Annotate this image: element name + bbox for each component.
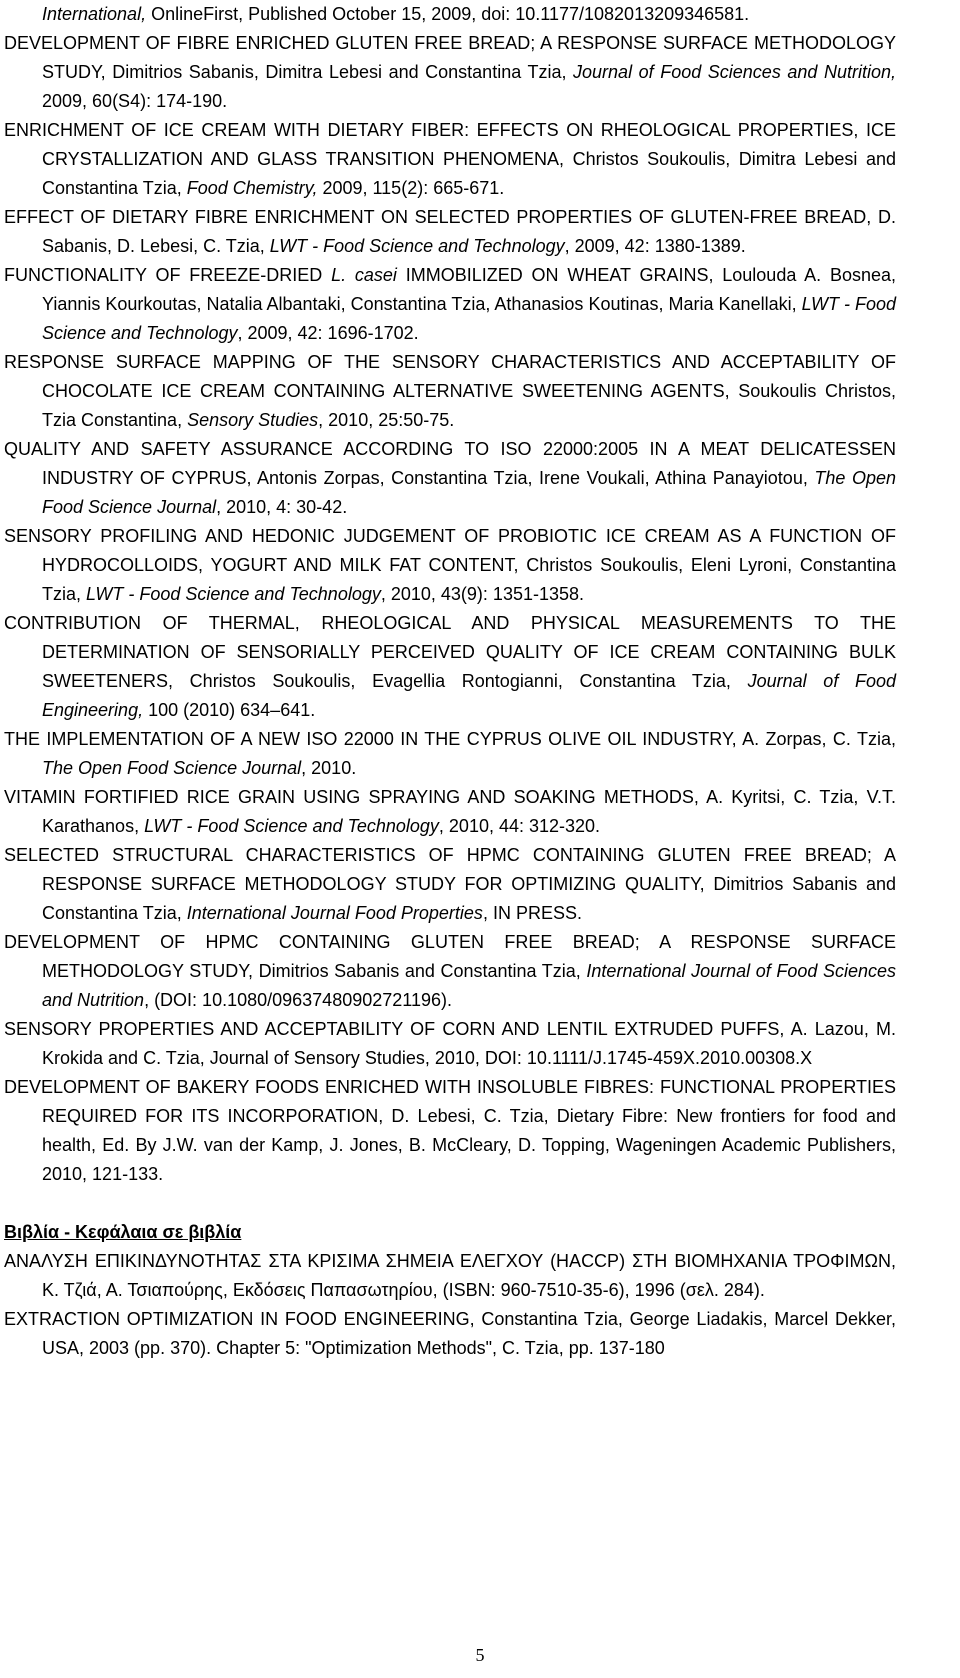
bibliography-entry	[4, 1247, 896, 1305]
bibliography-entry	[4, 725, 896, 783]
section-heading-books: Βιβλία - Κεφάλαια σε βιβλία	[4, 1222, 242, 1242]
bibliography-entry	[4, 1073, 896, 1189]
entry-text: THE IMPLEMENTATION OF A NEW ISO 22000 IN THE CYPRUS OLIVE OIL INDUSTRY, A. Zorpas, C. Tzia,	[4, 729, 896, 749]
bibliography-entry	[4, 435, 896, 522]
entry-italic-text: International Journal of Food Sciences and Nutrition	[42, 961, 897, 1010]
document-page	[4, 0, 896, 1363]
entry-italic-text: The Open Food Science Journal	[42, 468, 896, 517]
entry-italic-text: LWT - Food Science and Technology	[86, 584, 381, 604]
entry-text: SELECTED STRUCTURAL CHARACTERISTICS OF HPMC CONTAINING GLUTEN FREE BREAD; A RESPONSE SURFACE METHODOLOGY STUDY FOR OPTIMIZING QUALITY, Dimitrios Sabanis and Constantina Tzia,	[4, 845, 896, 923]
entry-italic-text: Journal of Food Engineering,	[42, 671, 897, 720]
bibliography-entry	[4, 1015, 896, 1073]
entry-text: , (DOI: 10.1080/09637480902721196).	[144, 990, 452, 1010]
entry-text: IMMOBILIZED ON WHEAT GRAINS, Loulouda A. Bosnea, Yiannis Kourkoutas, Natalia Albantaki, Constantina Tzia, Athanasios Koutinas, Maria Kanellaki,	[42, 265, 896, 314]
entry-text: , 2010, 25:50-75.	[318, 410, 455, 430]
entry-text: RESPONSE SURFACE MAPPING OF THE SENSORY CHARACTERISTICS AND ACCEPTABILITY OF CHOCOLATE ICE CREAM CONTAINING ALTERNATIVE SWEETENING AGENTS, Soukoulis Christos, Tzia Constantina,	[4, 352, 896, 430]
entry-italic-text: Journal of Food Sciences and Nutrition,	[573, 62, 896, 82]
entry-text: 2009, 60(S4): 174-190.	[42, 91, 228, 111]
entry-text: EXTRACTION OPTIMIZATION IN FOOD ENGINEERING, Constantina Tzia, George Liadakis, Marcel Dekker, USA, 2003 (pp. 370). Chapter 5: "Optimization Methods", C. Tzia, pp. 137-180	[4, 1309, 896, 1358]
entry-text: OnlineFirst, Published October 15, 2009, doi: 10.1177/1082013209346581.	[146, 4, 750, 24]
bibliography-entry	[4, 928, 896, 1015]
entry-text: CONTRIBUTION OF THERMAL, RHEOLOGICAL AND PHYSICAL MEASUREMENTS TO THE DETERMINATION OF SENSORIALLY PERCEIVED QUALITY OF ICE CREAM CONTAINING BULK SWEETENERS, Christos Soukoulis, Evagellia Rontogianni, Constantina Tzia,	[4, 613, 896, 691]
entry-italic-text: L. casei	[331, 265, 397, 285]
entry-italic-text: LWT - Food Science and Technology	[144, 816, 439, 836]
entry-text: ENRICHMENT OF ICE CREAM WITH DIETARY FIBER: EFFECTS ON RHEOLOGICAL PROPERTIES, ICE CRYSTALLIZATION AND GLASS TRANSITION PHENOMENA, Christos Soukoulis, Dimitra Lebesi and Constantina Tzia,	[4, 120, 896, 198]
bibliography-entry	[4, 609, 896, 725]
entry-text: FUNCTIONALITY OF FREEZE-DRIED	[4, 265, 332, 285]
entry-text: DEVELOPMENT OF FIBRE ENRICHED GLUTEN FREE BREAD; A RESPONSE SURFACE METHODOLOGY STUDY, Dimitrios Sabanis, Dimitra Lebesi and Constantina Tzia,	[4, 33, 896, 82]
entry-text: , 2010.	[301, 758, 357, 778]
entry-italic-text: LWT - Food Science and Technology	[42, 294, 896, 343]
bibliography-entry	[4, 203, 896, 261]
bibliography-entry	[4, 116, 896, 203]
entry-text: DEVELOPMENT OF BAKERY FOODS ENRICHED WITH INSOLUBLE FIBRES: FUNCTIONAL PROPERTIES REQUIRED FOR ITS INCORPORATION, D. Lebesi, C. Tzia, Dietary Fibre: New frontiers for food and health, Ed. By J.W. van der Kamp, J. Jones, B. McCleary, D. Topping, Wageningen Academic Publishers, 2010, 121-133.	[4, 1077, 896, 1184]
entry-text: , 2009, 42: 1696-1702.	[237, 323, 419, 343]
entry-text: , 2010, 43(9): 1351-1358.	[380, 584, 585, 604]
entry-text: 100 (2010) 634–641.	[143, 700, 316, 720]
entry-italic-text: LWT - Food Science and Technology	[269, 236, 565, 256]
entry-italic-text: Sensory Studies	[187, 410, 319, 430]
section-gap	[4, 1189, 896, 1218]
bibliography-entry	[4, 0, 896, 29]
entry-text: , 2010, 44: 312-320.	[438, 816, 601, 836]
bibliography-entry	[4, 348, 896, 435]
entry-text: DEVELOPMENT OF HPMC CONTAINING GLUTEN FREE BREAD; A RESPONSE SURFACE METHODOLOGY STUDY, Dimitrios Sabanis and Constantina Tzia,	[4, 932, 896, 981]
entry-text: EFFECT OF DIETARY FIBRE ENRICHMENT ON SELECTED PROPERTIES OF GLUTEN-FREE BREAD, D. Sabanis, D. Lebesi, C. Tzia,	[4, 207, 896, 256]
bibliography-entry	[4, 29, 896, 116]
bibliography-entry	[4, 261, 896, 348]
entry-text: SENSORY PROPERTIES AND ACCEPTABILITY OF CORN AND LENTIL EXTRUDED PUFFS, A. Lazou, M. Krokida and C. Tzia, Journal of Sensory Studies, 2010, DOI: 10.1111/J.1745-459X.2010.00308.X	[4, 1019, 896, 1068]
page-number: 5	[475, 1645, 485, 1665]
entry-text: , 2010, 4: 30-42.	[216, 497, 348, 517]
bibliography-entry	[4, 522, 896, 609]
entry-italic-text: The Open Food Science Journal	[42, 758, 302, 778]
entry-text: , 2009, 42: 1380-1389.	[564, 236, 746, 256]
entry-text: SENSORY PROFILING AND HEDONIC JUDGEMENT OF PROBIOTIC ICE CREAM AS A FUNCTION OF HYDROCOLLOIDS, YOGURT AND MILK FAT CONTENT, Christos Soukoulis, Eleni Lyroni, Constantina Tzia,	[4, 526, 896, 604]
entry-text: ΑΝΑΛΥΣΗ ΕΠΙΚΙΝΔΥΝΟΤΗΤΑΣ ΣΤΑ ΚΡΙΣΙΜΑ ΣΗΜΕΙΑ ΕΛΕΓΧΟΥ (HACCP) ΣΤΗ ΒΙΟΜΗΧΑΝΙΑ ΤΡΟΦΙΜΩΝ, Κ. Τζιά, Α. Τσιαπούρης, Εκδόσεις Παπασωτηρίου, (ISBN: 960-7510-35-6), 1996 (σελ. 284).	[4, 1251, 896, 1300]
publication-list	[4, 0, 896, 1189]
bibliography-entry	[4, 1305, 896, 1363]
bibliography-entry	[4, 841, 896, 928]
entry-text: VITAMIN FORTIFIED RICE GRAIN USING SPRAYING AND SOAKING METHODS, A. Kyritsi, C. Tzia, V.T. Karathanos,	[4, 787, 896, 836]
bibliography-entry	[4, 783, 896, 841]
entry-text: , IN PRESS.	[482, 903, 582, 923]
entry-text: QUALITY AND SAFETY ASSURANCE ACCORDING TO ISO 22000:2005 IN A MEAT DELICATESSEN INDUSTRY OF CYPRUS, Antonis Zorpas, Constantina Tzia, Irene Voukali, Athina Panayiotou,	[4, 439, 896, 488]
book-list	[4, 1247, 896, 1363]
entry-italic-text: International,	[42, 4, 147, 24]
entry-italic-text: Food Chemistry,	[186, 178, 318, 198]
entry-italic-text: International Journal Food Properties	[186, 903, 483, 923]
entry-text: 2009, 115(2): 665-671.	[317, 178, 505, 198]
